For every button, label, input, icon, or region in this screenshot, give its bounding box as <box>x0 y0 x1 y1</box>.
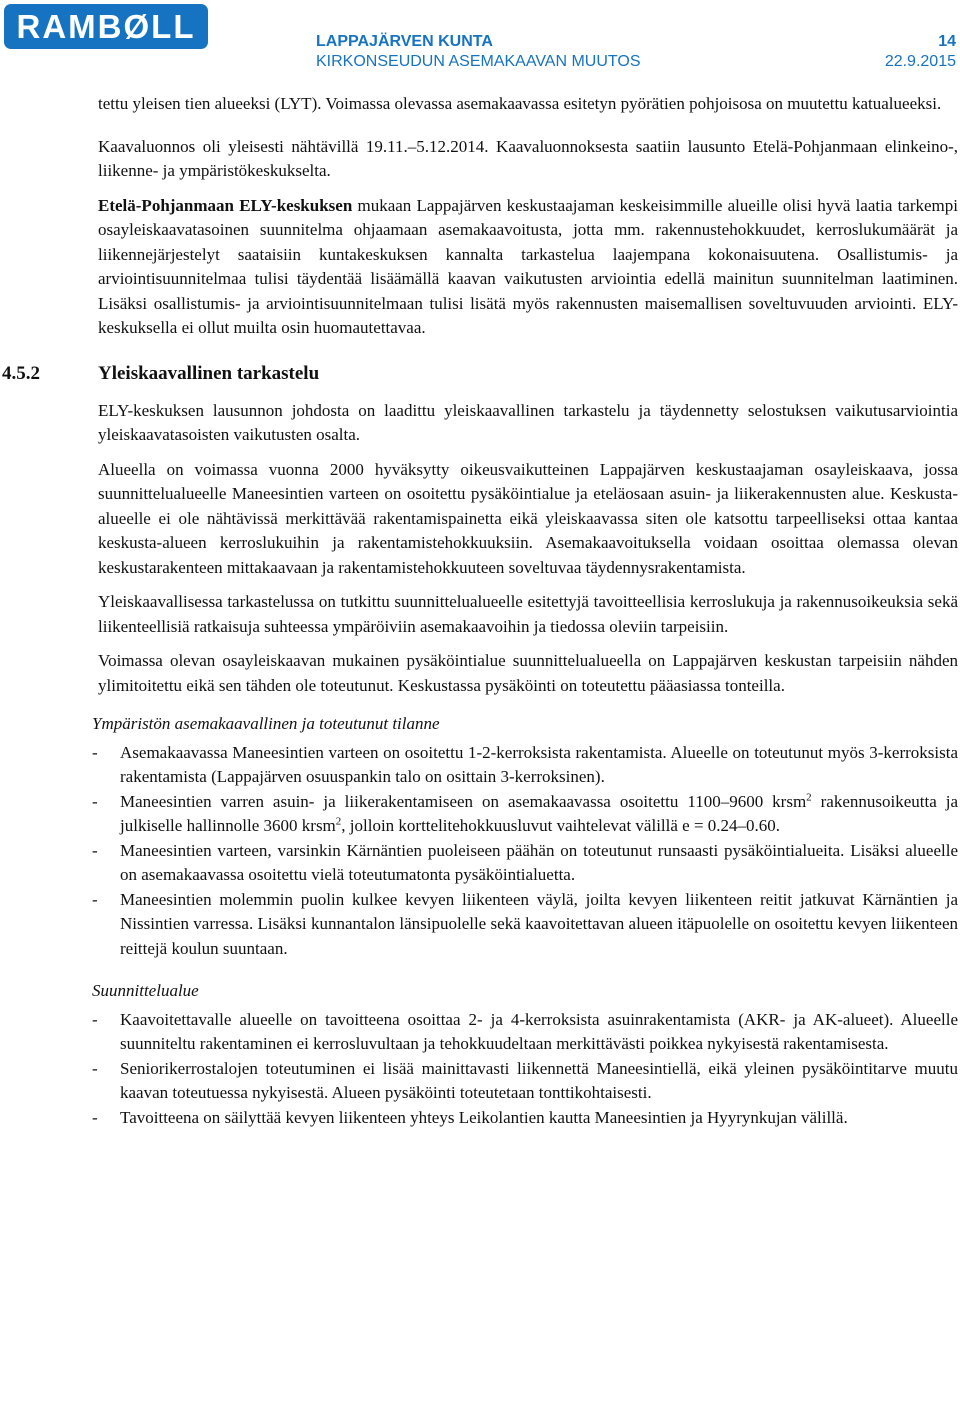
subheading: Suunnittelualue <box>92 981 199 1000</box>
list-item: - Tavoitteena on säilyttää kevyen liikenteen yhteys Leikolantien kautta Maneesintien ja Hyyrynkujan välillä. <box>92 1106 958 1131</box>
list-item: - Seniorikerrostalojen toteutuminen ei lisää mainittavasti liikennettä Maneesintiellä, eikä yleinen pysäköintitarve muutu kaavan toteutuessa nykyisestä. Alueen pysäköinti toteutetaan tonttikohtaisesti. <box>92 1057 958 1106</box>
section-title: Yleiskaavallinen tarkastelu <box>98 362 320 384</box>
paragraph: Kaavaluonnos oli yleisesti nähtävillä 19.11.–5.12.2014. Kaavaluonnoksesta saatiin lausunto Etelä-Pohjanmaan elinkeino-, liikenne- ja ympäristökeskukselta. <box>98 136 958 180</box>
paragraph: Voimassa olevan osayleiskaavan mukainen pysäköintialue suunnittelualueella on Lappajärven keskustan tarpeisiin nähden ylimitoitettu eikä sen tähden ole toteutunut. Keskustassa pysäköinti on toteutettu pääasiassa tonteilla. <box>98 651 958 695</box>
ramboll-logo: RAMBØLL <box>4 4 208 49</box>
page-number: 14 <box>938 33 956 50</box>
list-item: - Asemakaavassa Maneesintien varteen on osoitettu 1-2-kerroksista rakentamista. Alueelle on toteutunut myös 3-kerroksista rakentamista (Lappajärven osuuspankin talo on osittain 3-kerroksinen). <box>92 741 958 790</box>
list-item: - Kaavoitettavalle alueelle on tavoitteena osoittaa 2- ja 4-kerroksista asuinrakentamista (AKR- ja AK-alueet). Alueelle suunniteltu rakentaminen ei kerrosluvultaan ja tehokkuudeltaan merkittävästi poikkea nykyisestä rakentamisesta. <box>92 1008 958 1057</box>
section-number: 4.5.2 <box>2 362 40 384</box>
header-document-title: KIRKONSEUDUN ASEMAKAAVAN MUUTOS <box>316 53 641 70</box>
list-item: - Maneesintien varteen, varsinkin Kärnäntien puoleiseen päähän on toteutunut runsaasti pysäköintialueita. Lisäksi alueelle on asemakaavassa osoitettu vielä toteutumatonta pysäköintialuetta. <box>92 839 958 888</box>
ely-bold-text: Etelä-Pohjanmaan ELY-keskuksen <box>98 195 353 215</box>
paragraph: Yleiskaavallisessa tarkastelussa on tutkittu suunnittelualueelle esitettyjä tavoitteellisia kerroslukuja ja rakennusoikeuksia sekä liikenteellisiä ratkaisuja suhteessa ympäröiviin asemakaavoihin ja tiedossa oleviin tarpeisiin. <box>98 592 958 636</box>
ely-statement-paragraph <box>98 194 958 341</box>
bullet-list <box>98 1008 958 1131</box>
document-body <box>2 92 958 1138</box>
header-info <box>316 32 956 72</box>
subheading: Ympäristön asemakaavallinen ja toteutunut tilanne <box>92 714 440 733</box>
bullet-list <box>98 741 958 962</box>
paragraph: tettu yleisen tien alueeksi (LYT). Voimassa olevassa asemakaavassa esitetyn pyörätien pohjoisosa on muutettu katualueeksi. <box>98 94 942 113</box>
page-header <box>0 0 960 80</box>
list-item: - Maneesintien varren asuin- ja liikerakentamiseen on asemakaavassa osoitettu 1100–9600 krsm$^2$ rakennusoikeutta ja julkiselle hallinnolle 3600 krsm$^2$, jolloin korttelitehokkuusluvut vaihtelevat välillä e = 0.24–0.60. <box>92 790 958 839</box>
ely-text: mukaan Lappajärven keskustaajaman keskeisimmille alueille olisi hyvä laatia tarkempi osayleiskaavatasoinen suunnitelma ohjaamaan asemakaavoitusta, jotta mm. rakennustehokkuudet, kerroslukumäärät ja liikennejärjestelyt saataisiin kuntakeskuksen kannalta tarkastelua laajempana kokonaisuutena. Osallistumis- ja arviointisuunnitelmaa tulisi täydentää lisäämällä kaavan vaikutusten arviointia edellä mainitun suunnitelman laatiminen. Lisäksi osallistumis- ja arviointisuunnitelmaan tulisi lisätä myös rakennusten maisemallisen soveltuvuuden arviointi. ELY-keskuksella ei ollut muilta osin huomautettavaa. <box>98 195 958 337</box>
header-date: 22.9.2015 <box>884 53 956 70</box>
paragraph: ELY-keskuksen lausunnon johdosta on laadittu yleiskaavallinen tarkastelu ja täydennetty selostuksen vaikutusarviointia yleiskaavatasoisten vaikutusten osalta. <box>98 400 958 444</box>
paragraph: Alueella on voimassa vuonna 2000 hyväksytty oikeusvaikutteinen Lappajärven keskustaajaman osayleiskaava, jossa suunnittelualueelle Maneesintien varteen on osoitettu pysäköintialue ja eteläosaan asuin- ja liikerakennusten alue. Keskusta-alueelle ei ole nähtävissä merkittävää rakentamispainetta eikä yleiskaavassa siten ole katsottu tarpeelliseksi ottaa kantaa keskusta-alueen kerroslukuihin ja rakentamistehokkuuksiin. Asemakaavoituksella voidaan osoittaa olemassa olevan keskustarakenteen mittakaavaan ja rakentamistehokkuuteen soveltuvaa täydennysrakentamista. <box>98 459 958 577</box>
list-item: - Maneesintien molemmin puolin kulkee kevyen liikenteen väylä, joilta kevyen liikenteen reitit jatkuvat Kärnäntien ja Nissintien varressa. Lisäksi kunnantalon länsipuolelle sekä kaavoitettavan alueen itäpuolelle on osoitettu kevyen liikenteen reittejä koulun suuntaan. <box>92 888 958 962</box>
header-organization: LAPPAJÄRVEN KUNTA <box>316 33 493 50</box>
section-heading <box>2 361 958 387</box>
